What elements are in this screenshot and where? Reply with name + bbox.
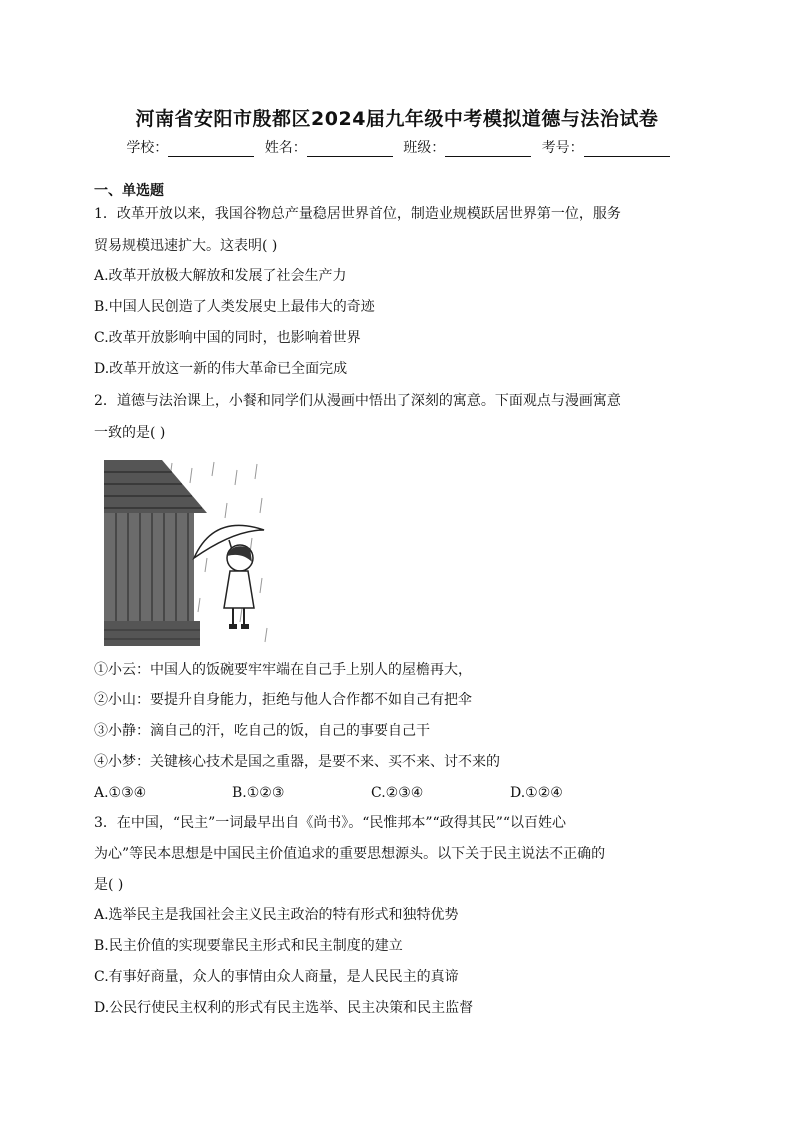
q3-option-b: B.民主价值的实现要靠民主形式和民主制度的建立 [94,938,403,954]
school-label: 学校： [126,140,169,156]
student-info-row [0,137,794,157]
exam-number-label: 考号： [541,140,584,156]
q3-stem-line3: 是( ) [94,877,124,893]
q2-option-c: C.②③④ [371,785,424,801]
class-blank [445,142,531,157]
cartoon-illustration [102,458,272,648]
q3-stem-line1: 3．在中国，“民主”一词最早出自《尚书》。“民惟邦本”“政得其民”“以百姓心 [94,815,567,831]
q2-statement-1: ①小云：中国人的饭碗要牢牢端在自己手上别人的屋檐再大， [94,662,472,678]
q2-stem-line1: 2．道德与法治课上，小餐和同学们从漫画中悟出了深刻的寓意。下面观点与漫画寓意 [94,393,621,409]
q1-option-a: A.改革开放极大解放和发展了社会生产力 [94,268,347,284]
q3-stem-line2: 为心”等民本思想是中国民主价值追求的重要思想源头。以下关于民主说法不正确的 [94,846,606,862]
q1-option-b: B.中国人民创造了人类发展史上最伟大的奇迹 [94,299,375,315]
q1-stem-line2: 贸易规模迅速扩大。这表明( ) [94,238,278,254]
class-label: 班级： [403,140,446,156]
q2-option-a: A.①③④ [94,785,147,801]
name-label: 姓名： [264,140,307,156]
q1-option-c: C.改革开放影响中国的同时，也影响着世界 [94,330,361,346]
q2-statement-3: ③小静：滴自己的汗，吃自己的饭，自己的事要自己干 [94,723,430,739]
school-blank [168,142,254,157]
q2-stem-line2: 一致的是( ) [94,425,166,441]
q3-option-d: D.公民行使民主权利的形式有民主选举、民主决策和民主监督 [94,1000,474,1016]
q1-option-d: D.改革开放这一新的伟大革命已全面完成 [94,361,348,377]
q2-option-d: D.①②④ [510,785,563,801]
page-title: 河南省安阳市殷都区2024届九年级中考模拟道德与法治试卷 [135,108,659,130]
q2-statement-4: ④小梦：关键核心技术是国之重器，是要不来、买不来、讨不来的 [94,754,500,770]
exam-number-blank [584,142,670,157]
name-blank [307,142,393,157]
q3-option-a: A.选举民主是我国社会主义民主政治的特有形式和独特优势 [94,907,459,923]
q2-option-b: B.①②③ [232,785,285,801]
section-heading: 一、单选题 [94,183,164,199]
q1-stem-line1: 1．改革开放以来，我国谷物总产量稳居世界首位，制造业规模跃居世界第一位，服务 [94,206,621,222]
q2-statement-2: ②小山：要提升自身能力，拒绝与他人合作都不如自己有把伞 [94,692,472,708]
q3-option-c: C.有事好商量，众人的事情由众人商量，是人民民主的真谛 [94,969,459,985]
